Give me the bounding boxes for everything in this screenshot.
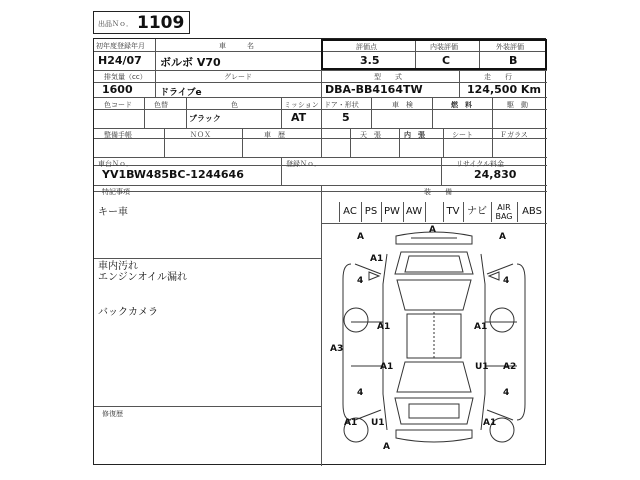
inspection-label: 車 検 — [392, 101, 413, 109]
score-label: 評価点 — [356, 43, 377, 51]
name-label: 車 名 — [219, 42, 254, 50]
color-label: 色 — [231, 101, 238, 109]
damage-mark: A — [357, 232, 364, 242]
car-name: ボルボ V70 — [160, 56, 221, 69]
maintenance-record-label: 整備手帳 — [104, 131, 132, 139]
interior-grade-label: 内装評価 — [430, 43, 458, 51]
evaluation-score: 3.5 — [360, 54, 380, 67]
damage-mark: 4 — [357, 388, 364, 398]
interior-lining-label: 内 張 — [404, 131, 425, 139]
exterior-grade-label: 外装評価 — [496, 43, 524, 51]
note-line: キー車 — [98, 207, 128, 218]
fuel-label: 燃 料 — [451, 101, 472, 109]
lot-number-box — [93, 11, 190, 34]
note-line: エンジンオイル漏れ — [98, 272, 187, 283]
equipment-row — [321, 202, 547, 222]
notes-title: 特記事項 — [102, 188, 130, 196]
damage-mark: A — [429, 225, 436, 235]
equipment-abs: ABS — [522, 206, 542, 217]
exterior-grade: B — [509, 54, 518, 67]
model-label: 型 式 — [374, 73, 402, 81]
color-code-label: 色コード — [104, 101, 132, 109]
displacement: 1600 — [102, 83, 133, 96]
note-line: バックカメラ — [98, 307, 158, 318]
interior-grade: C — [442, 54, 451, 67]
door-count: 5 — [342, 111, 350, 124]
nox-label: ＮＯＸ — [190, 131, 211, 139]
equipment-ps: PS — [364, 206, 378, 217]
equipment-pw: PW — [384, 206, 400, 217]
equipment-aw: AW — [405, 206, 423, 217]
damage-mark: 4 — [503, 388, 510, 398]
damage-mark: A1 — [380, 362, 394, 372]
displacement-label: 排気量（cc） — [104, 73, 147, 81]
damage-mark: A1 — [377, 322, 391, 332]
mileage: 124,500 Km — [467, 83, 541, 96]
chassis-number: YV1BW485BC-1244646 — [102, 168, 244, 181]
transmission: AT — [291, 111, 307, 124]
recycle-fee: 24,830 — [474, 168, 517, 181]
damage-mark: A1 — [474, 322, 488, 332]
equipment-title: 装 備 — [424, 188, 452, 196]
damage-mark: U1 — [371, 418, 385, 428]
color-change-label: 色替 — [154, 101, 168, 109]
damage-mark: A1 — [483, 418, 497, 428]
body-color: ブラック — [189, 114, 221, 123]
damage-mark: U1 — [475, 362, 489, 372]
equipment-navi: ナビ — [467, 206, 487, 217]
drive-label: 駆 動 — [507, 101, 528, 109]
lot-number-label: 出品Ｎｏ． — [98, 20, 133, 28]
equipment-tv: TV — [446, 206, 460, 217]
grade: ドライブe — [160, 88, 202, 98]
damage-mark: A1 — [344, 418, 358, 428]
history-label: 車 歴 — [264, 131, 285, 139]
equipment-ac: AC — [343, 206, 357, 217]
year-label: 初年度登録年月 — [96, 42, 145, 50]
repair-history-label: 修復歴 — [102, 410, 123, 418]
equipment-airbag: AIR BAG — [495, 203, 513, 221]
doors-label: ドア・形状 — [324, 101, 359, 109]
lot-number: 1109 — [137, 13, 185, 33]
recycle-fee-label: リサイクル料金 — [456, 160, 505, 168]
damage-mark: A1 — [370, 254, 384, 264]
note-line: 車内汚れ — [98, 261, 138, 272]
damage-mark: 4 — [503, 276, 510, 286]
grade-label: グレード — [224, 73, 252, 81]
model-code: DBA-BB4164TW — [325, 83, 423, 96]
first-registration: H24/07 — [98, 54, 142, 67]
roof-lining-label: 天 張 — [360, 131, 381, 139]
front-glass-label: Ｆガラス — [500, 131, 528, 139]
chassis-label: 車台Ｎｏ． — [98, 160, 133, 168]
damage-mark: A3 — [330, 344, 344, 354]
car-diagram — [321, 224, 547, 464]
damage-mark: A — [383, 442, 390, 452]
damage-mark: 4 — [357, 276, 364, 286]
mission-label: ミッション — [284, 101, 319, 109]
registration-label: 登録Ｎｏ． — [286, 160, 321, 168]
damage-mark: A — [499, 232, 506, 242]
mileage-label: 走 行 — [484, 73, 512, 81]
damage-mark: A2 — [503, 362, 517, 372]
seat-label: シート — [452, 131, 473, 139]
inspection-sheet — [93, 38, 546, 465]
